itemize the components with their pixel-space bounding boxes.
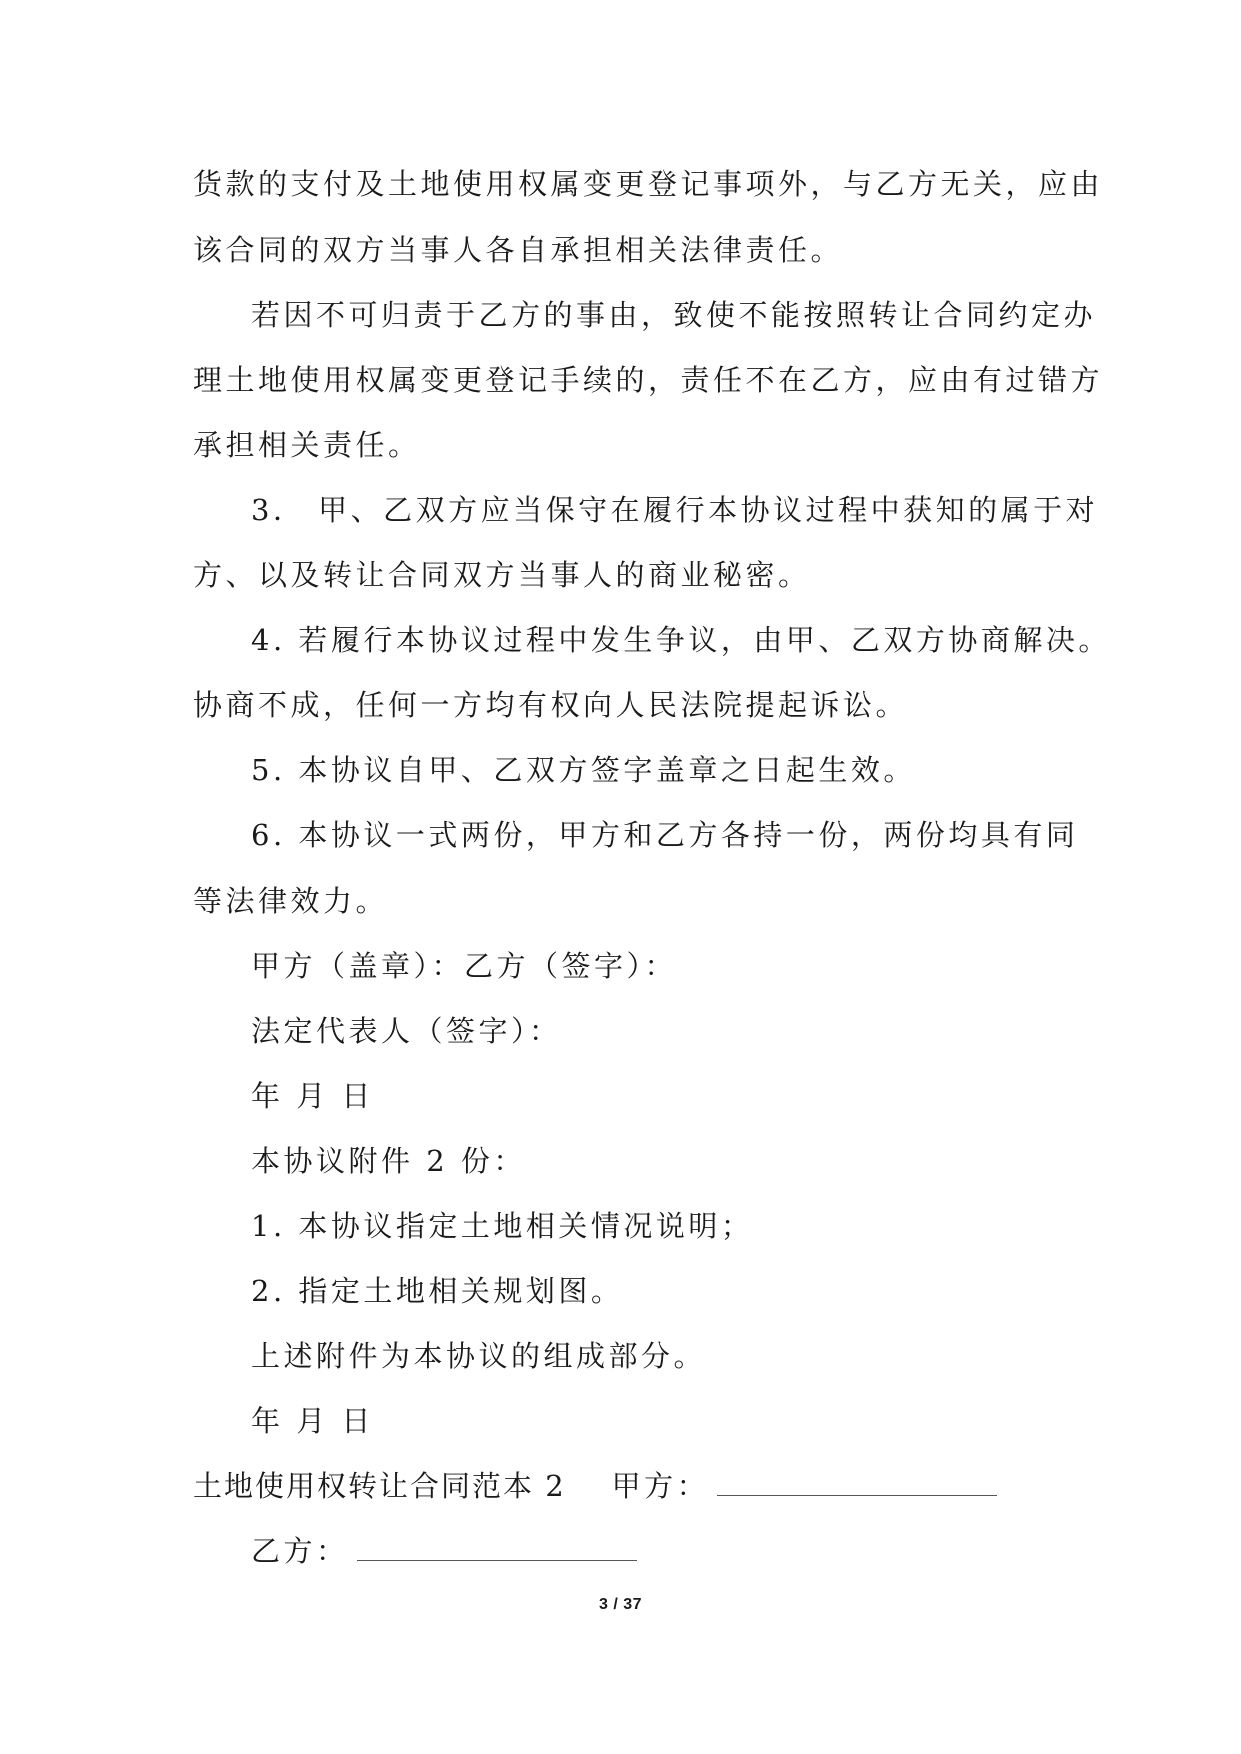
body-line: 该合同的双方当事人各自承担相关法律责任。 <box>193 233 844 267</box>
party-a-label: 甲方： <box>611 1469 710 1503</box>
legal-representative: 法定代表人（签字）： <box>251 1014 562 1048</box>
party-b-line <box>251 1531 637 1571</box>
contract-2-title: 土地使用权转让合同范本 2 <box>193 1469 566 1503</box>
clause-3: 3． 甲、乙双方应当保守在履行本协议过程中获知的属于对 <box>251 493 1099 527</box>
attachment-note: 上述附件为本协议的组成部分。 <box>251 1339 707 1373</box>
party-b-label: 乙方： <box>251 1534 349 1568</box>
signature-parties: 甲方（盖章）：乙方（签字）： <box>251 949 678 983</box>
attachments-heading: 本协议附件 2 份： <box>251 1144 526 1178</box>
body-line: 方、以及转让合同双方当事人的商业秘密。 <box>193 558 811 592</box>
page-number: 3 / 37 <box>598 1596 643 1613</box>
body-line: 承担相关责任。 <box>193 428 421 462</box>
attachment-item: 1. 本协议指定土地相关情况说明； <box>251 1209 754 1243</box>
body-line: 若因不可归责于乙方的事由，致使不能按照转让合同约定办 <box>251 298 1097 332</box>
clause-4: 4. 若履行本协议过程中发生争议，由甲、乙双方协商解决。 <box>251 623 1111 657</box>
party-a-blank <box>717 1471 997 1496</box>
contract-2-header-line <box>193 1466 997 1506</box>
attachment-item: 2. 指定土地相关规划图。 <box>251 1274 624 1308</box>
date-line: 年 月 日 <box>251 1404 374 1438</box>
body-line: 协商不成，任何一方均有权向人民法院提起诉讼。 <box>193 688 909 722</box>
body-line: 货款的支付及土地使用权属变更登记事项外，与乙方无关，应由 <box>193 167 1104 201</box>
clause-5: 5. 本协议自甲、乙双方签字盖章之日起生效。 <box>251 753 916 787</box>
date-line: 年 月 日 <box>251 1079 374 1113</box>
party-b-blank <box>357 1536 637 1561</box>
body-line: 理土地使用权属变更登记手续的，责任不在乙方，应由有过错方 <box>193 363 1104 397</box>
clause-6: 6. 本协议一式两份，甲方和乙方各持一份，两份均具有同 <box>251 818 1079 852</box>
body-line: 等法律效力。 <box>193 884 389 918</box>
